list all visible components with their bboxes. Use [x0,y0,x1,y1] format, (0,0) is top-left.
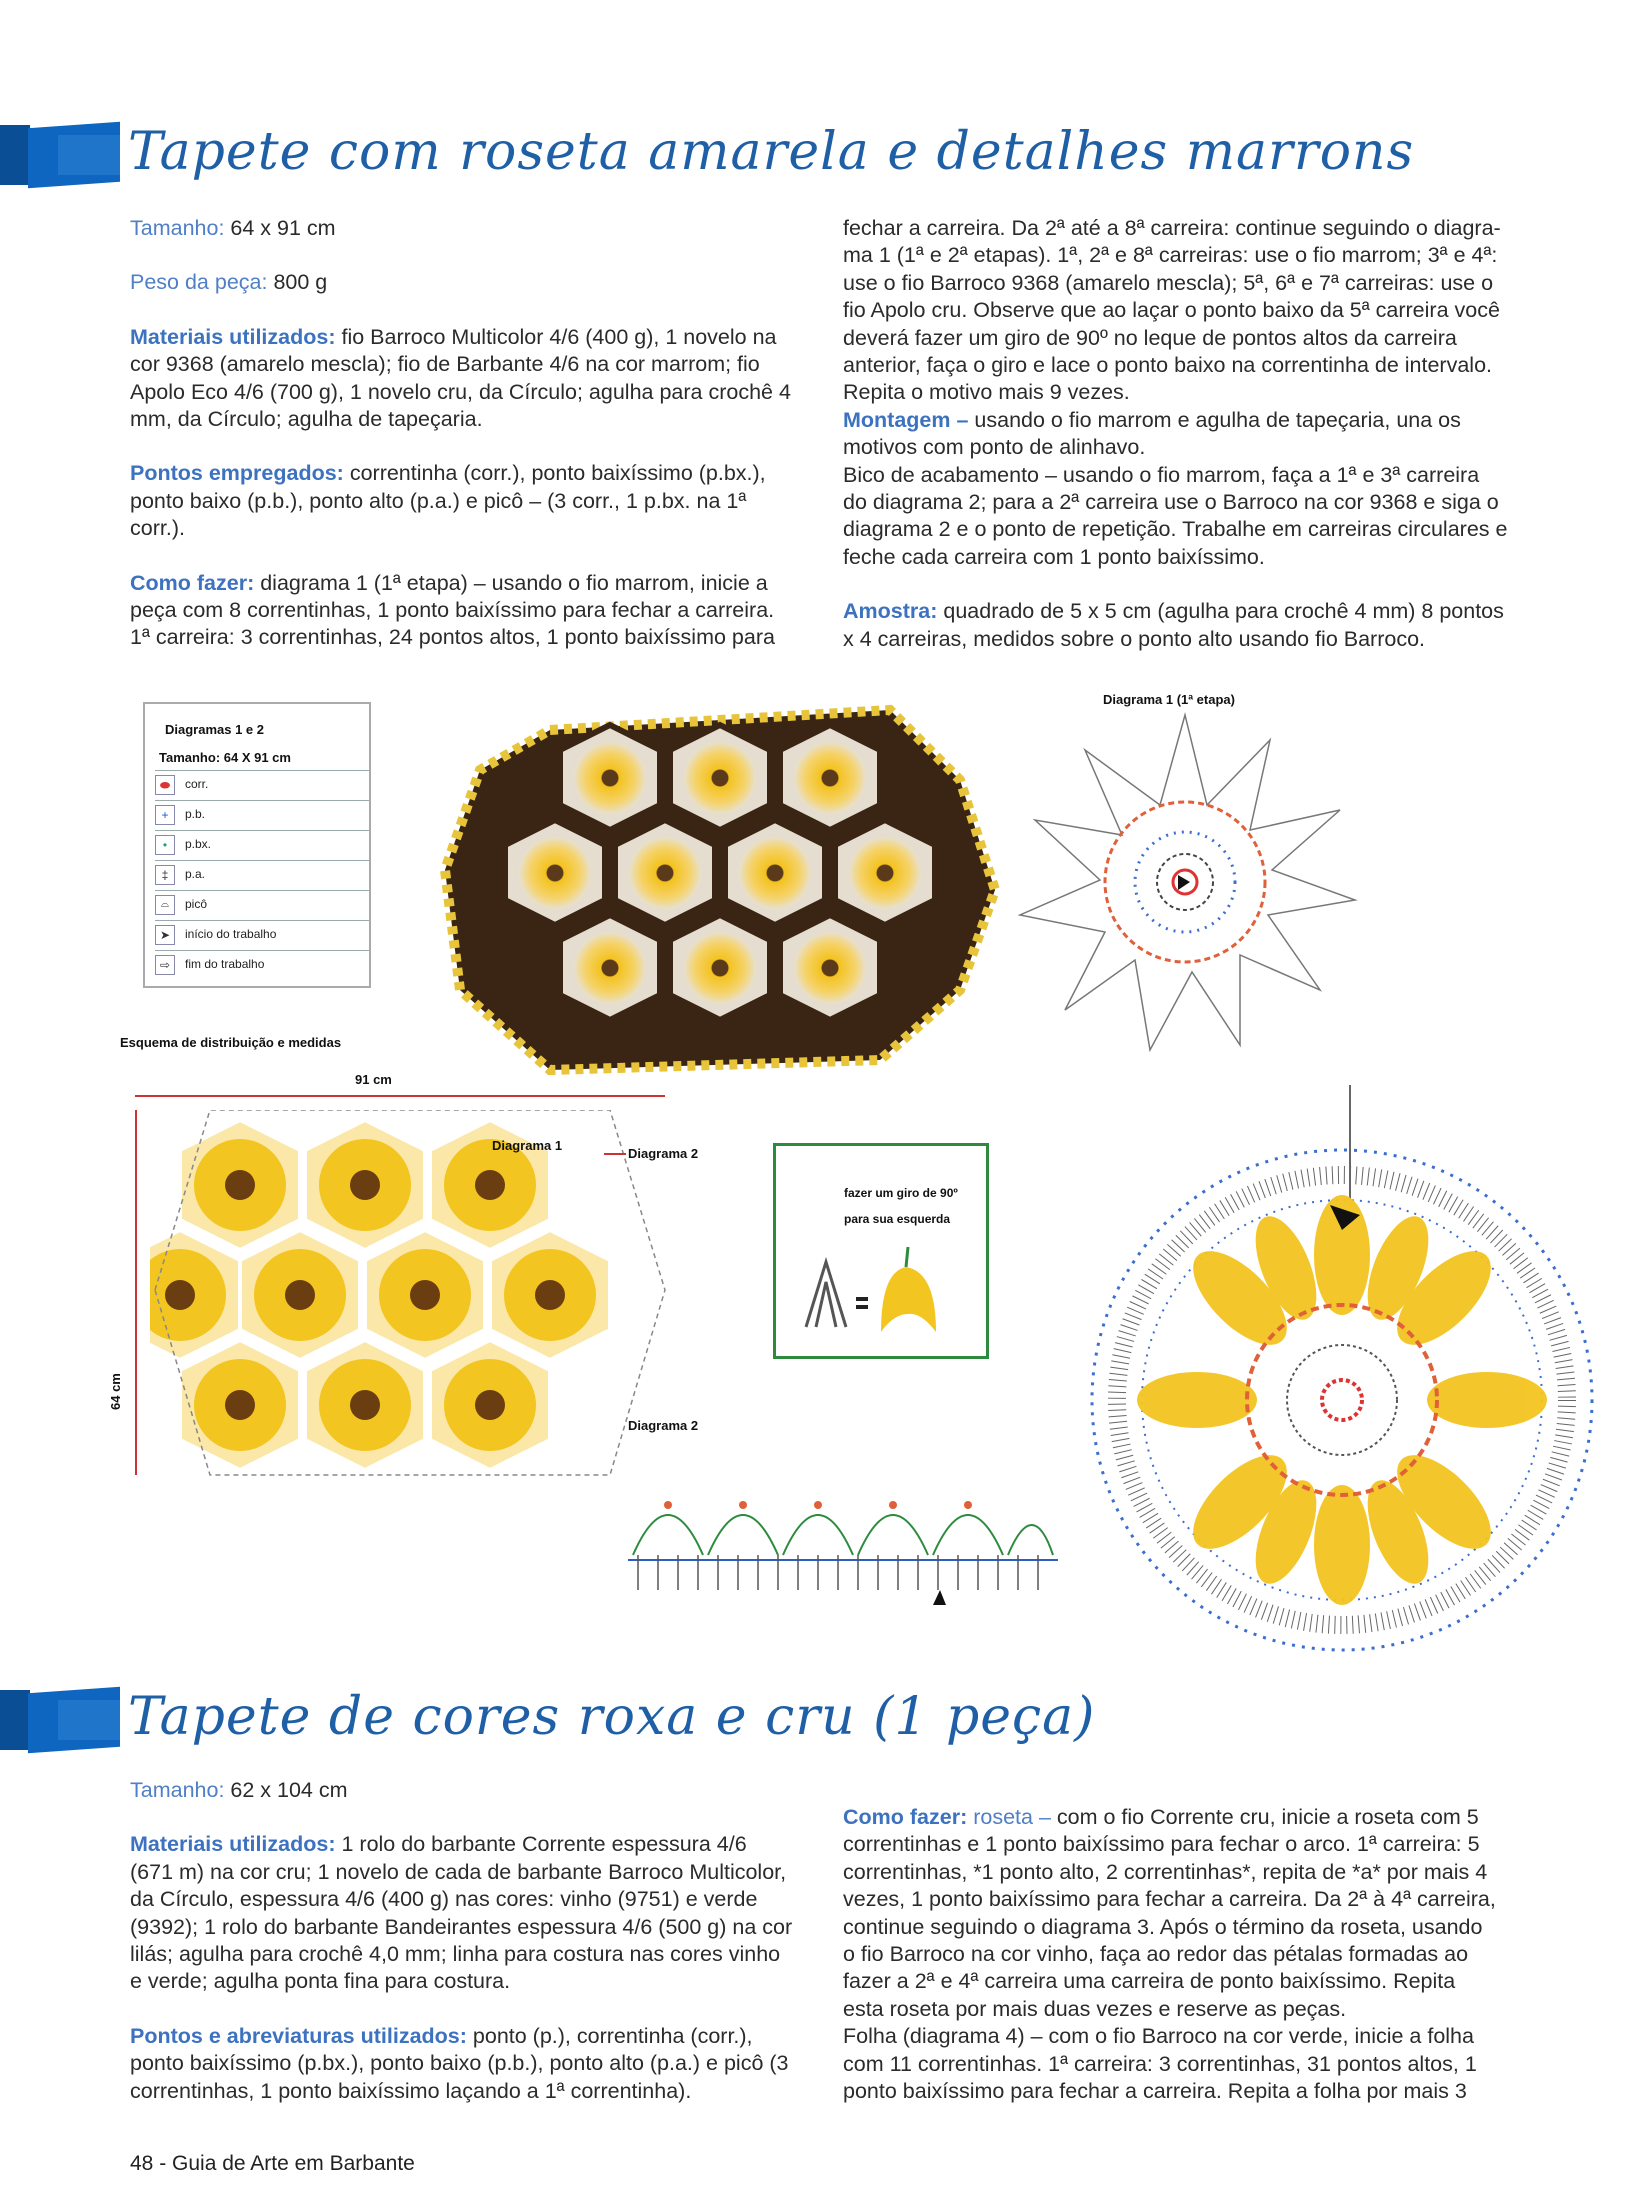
slip-stitch-symbol-icon: • [155,835,175,855]
diagram1-star-chart [1010,710,1360,1060]
picot-symbol-icon: ⌓ [155,895,175,915]
materials-paragraph [130,1831,830,1995]
height-label: 64 cm [108,1373,123,1410]
title-ribbon-tail [0,125,30,185]
legend-size: Tamanho: 64 X 91 cm [159,750,291,765]
title-ribbon-highlight [58,1700,120,1740]
section2-title: Tapete de cores roxa e cru (1 peça) [128,1687,1096,1747]
edge-paragraph [843,462,1533,572]
width-measure-line [135,1095,665,1097]
materials-line: (671 m) na cor cru; 1 novelo de cada de barbante Barroco Multicolor, [130,1859,787,1884]
materials-line: mm, da Círculo; agulha de tapeçaria. [130,407,483,432]
text-line: fio Apolo cru. Observe que ao laçar o ponto baixo da 5ª carreira você [843,298,1500,323]
diagram2-label-top: Diagrama 2 [628,1146,699,1161]
text-line: motivos com ponto de alinhavo. [843,435,1146,460]
assembly-paragraph [843,407,1533,462]
size-value: 64 x 91 cm [230,216,336,240]
weight-label: Peso da peça: [130,270,268,295]
materials-line: lilás; agulha para crochê 4,0 mm; linha para costura nas cores vinho [130,1942,781,1967]
turn-instruction-line2: para sua esquerda [844,1212,951,1226]
diagram2-label-bottom: Diagrama 2 [628,1418,699,1433]
diagram1-label: Diagrama 1 [492,1138,563,1153]
legend-item [155,800,369,829]
text-line: do diagrama 2; para a 2ª carreira use o Barroco na cor 9368 e siga o [843,490,1499,515]
legend-item-label: p.bx. [185,837,212,851]
legend-item-label: fim do trabalho [185,957,265,971]
legend-item [155,950,369,979]
page-footer [130,2152,415,2176]
legend-title: Diagramas 1 e 2 [165,722,265,737]
materials-paragraph [130,324,820,434]
legend-item-label: picô [185,897,208,911]
chain-symbol-icon: ⬬ [155,775,175,795]
start-arrow-icon: ➤ [155,925,175,945]
weight-value: 800 g [273,270,328,295]
diagram1-full-circular-chart [1080,1080,1600,1660]
section1-title: Tapete com roseta amarela e detalhes marrons [128,122,1415,182]
stitches-line: correntinha (corr.), ponto baixíssimo (p.bx.), [349,461,766,486]
text-line: usando o fio marrom e agulha de tapeçaria, una os [974,407,1461,432]
legend-item [155,920,369,949]
materials-line: (9392); 1 rolo do barbante Bandeirantes espessura 4/6 (500 g) na cor [130,1914,793,1939]
legend-item-label: p.b. [185,807,206,821]
end-arrow-icon: ⇨ [155,955,175,975]
page-number: 48 [130,2152,154,2175]
weight-line [130,269,820,296]
materials-line: fio Barroco Multicolor 4/6 (400 g), 1 novelo na [341,324,777,349]
howto-paragraph [130,570,820,652]
turn-illustration [796,1242,976,1342]
materials-line: e verde; agulha ponta fina para costura. [130,1969,511,1994]
materials-label: Materiais utilizados: [130,324,336,349]
text-line: feche cada carreira com 1 ponto baixíssimo. [843,544,1265,569]
text-line: fechar a carreira. Da 2ª até a 8ª carreira: continue seguindo o diagra- [843,216,1501,240]
text-line: Bico de acabamento – usando o fio marrom, faça a 1ª e 3ª carreira [843,462,1480,487]
stitches-label: Pontos empregados: [130,461,344,486]
width-label: 91 cm [355,1072,392,1087]
turn-instruction-box [773,1143,989,1359]
howto-paragraph [843,1804,1543,2105]
text-line: Repita o motivo mais 9 vezes. [843,380,1130,405]
text-line: com 11 correntinhas. 1ª carreira: 3 correntinhas, 31 pontos altos, 1 [843,2051,1477,2076]
materials-line: Apolo Eco 4/6 (700 g), 1 novelo cru, da Círculo; agulha para crochê 4 [130,379,791,404]
turn-instruction-line1: fazer um giro de 90º [844,1186,958,1200]
text-line: deverá fazer um giro de 90º no leque de pontos altos da carreira [843,325,1457,350]
howto-label: Como fazer: [130,570,255,595]
stitches-line: ponto baixo (p.b.), ponto alto (p.a.) e picô – (3 corr., 1 p.bx. na 1ª [130,488,747,513]
continuation-paragraph [843,215,1533,407]
legend-item [155,860,369,889]
publication-name: Guia de Arte em Barbante [172,2152,415,2175]
layout-schema-diagram [150,1110,670,1480]
assembly-label: Montagem – [843,407,969,432]
text-line: correntinhas, *1 ponto alto, 2 correntinhas*, repita de *a* por mais 4 [843,1859,1488,1884]
text-line: continue seguindo o diagrama 3. Após o término da roseta, usando [843,1914,1483,1939]
legend-item-label: corr. [185,777,209,791]
text-line: com o fio Corrente cru, inicie a roseta com 5 [1056,1805,1479,1829]
text-line: Folha (diagrama 4) – com o fio Barroco na cor verde, inicie a folha [843,2024,1474,2049]
diagram2-edging-chart [628,1455,1058,1605]
sample-paragraph [843,598,1533,653]
double-crochet-symbol-icon: ‡ [155,865,175,885]
text-line: use o fio Barroco 9368 (amarelo mescla); 5ª, 6ª e 7ª carreiras: use o [843,270,1494,295]
text-line: diagrama 2 e o ponto de repetição. Trabalhe em carreiras circulares e [843,517,1508,542]
materials-line: cor 9368 (amarelo mescla); fio de Barbante 4/6 na cor marrom; fio [130,352,760,377]
legend-item-label: início do trabalho [185,927,277,941]
text-line: ponto baixíssimo para fechar a carreira. Repita a folha por mais 3 [843,2079,1467,2104]
size-label: Tamanho: [130,1778,225,1802]
section2-right-column [843,1804,1543,2105]
legend-item-label: p.a. [185,867,206,881]
stitches-line: ponto (p.), correntinha (corr.), [472,2023,753,2048]
text-line: quadrado de 5 x 5 cm (agulha para crochê 4 mm) 8 pontos [943,599,1504,624]
text-line: esta roseta por mais duas vezes e reserve as peças. [843,1996,1347,2021]
section1-right-column [843,215,1533,653]
layout-schema-title: Esquema de distribuição e medidas [120,1035,342,1050]
size-label: Tamanho: [130,216,225,240]
title-ribbon-highlight [58,135,120,175]
diagram1-stage1-label: Diagrama 1 (1ª etapa) [1103,692,1235,707]
height-measure-line [135,1110,137,1475]
sample-label: Amostra: [843,599,938,624]
stitches-paragraph [130,2023,830,2105]
size-line [130,215,820,242]
text-line: o fio Barroco na cor vinho, faça ao redor das pétalas formadas ao [843,1942,1469,1967]
materials-line: 1 rolo do barbante Corrente espessura 4/6 [341,1832,747,1857]
howto-line: diagrama 1 (1ª etapa) – usando o fio marrom, inicie a [260,570,768,595]
text-line: vezes, 1 ponto baixíssimo para fechar a carreira. Da 2ª à 4ª carreira, [843,1887,1496,1912]
section2-left-column [130,1777,830,2105]
stitches-line: correntinhas, 1 ponto baixíssimo laçando a 1ª correntinha). [130,2078,692,2103]
legend-box [143,702,371,988]
section1-left-column [130,215,820,652]
howto-label: Como fazer: [843,1805,968,1829]
howto-line: peça com 8 correntinhas, 1 ponto baixíssimo para fechar a carreira. [130,598,775,623]
legend-item [155,890,369,919]
single-crochet-symbol-icon: + [155,805,175,825]
rosette-label: roseta – [973,1805,1051,1829]
stitches-paragraph [130,460,820,542]
materials-line: da Círculo, espessura 4/6 (400 g) nas cores: vinho (9751) e verde [130,1887,758,1912]
rug-photo [440,690,1000,1075]
stitches-line: ponto baixíssimo (p.bx.), ponto baixo (p.b.), ponto alto (p.a.) e picô (3 [130,2051,789,2076]
text-line: ma 1 (1ª e 2ª etapas). 1ª, 2ª e 8ª carreiras: use o fio marrom; 3ª e 4ª: [843,243,1498,268]
text-line: fazer a 2ª e 4ª carreira uma carreira de ponto baixíssimo. Repita [843,1969,1456,1994]
text-line: correntinhas e 1 ponto baixíssimo para fechar o arco. 1ª carreira: 5 [843,1832,1480,1857]
howto-line: 1ª carreira: 3 correntinhas, 24 pontos altos, 1 ponto baixíssimo para [130,625,775,650]
diagram2-pointer-line [604,1153,626,1155]
size-line [130,1777,830,1804]
footer-separator: - [153,2152,173,2175]
text-line: x 4 carreiras, medidos sobre o ponto alto usando fio Barroco. [843,626,1426,651]
title-ribbon-tail [0,1690,30,1750]
stitches-label: Pontos e abreviaturas utilizados: [130,2023,467,2048]
legend-item [155,830,369,859]
legend-item [155,770,369,799]
size-value: 62 x 104 cm [230,1778,348,1802]
materials-label: Materiais utilizados: [130,1832,336,1857]
text-line: anterior, faça o giro e lace o ponto baixo na correntinha de intervalo. [843,353,1492,378]
stitches-line: corr.). [130,516,185,541]
